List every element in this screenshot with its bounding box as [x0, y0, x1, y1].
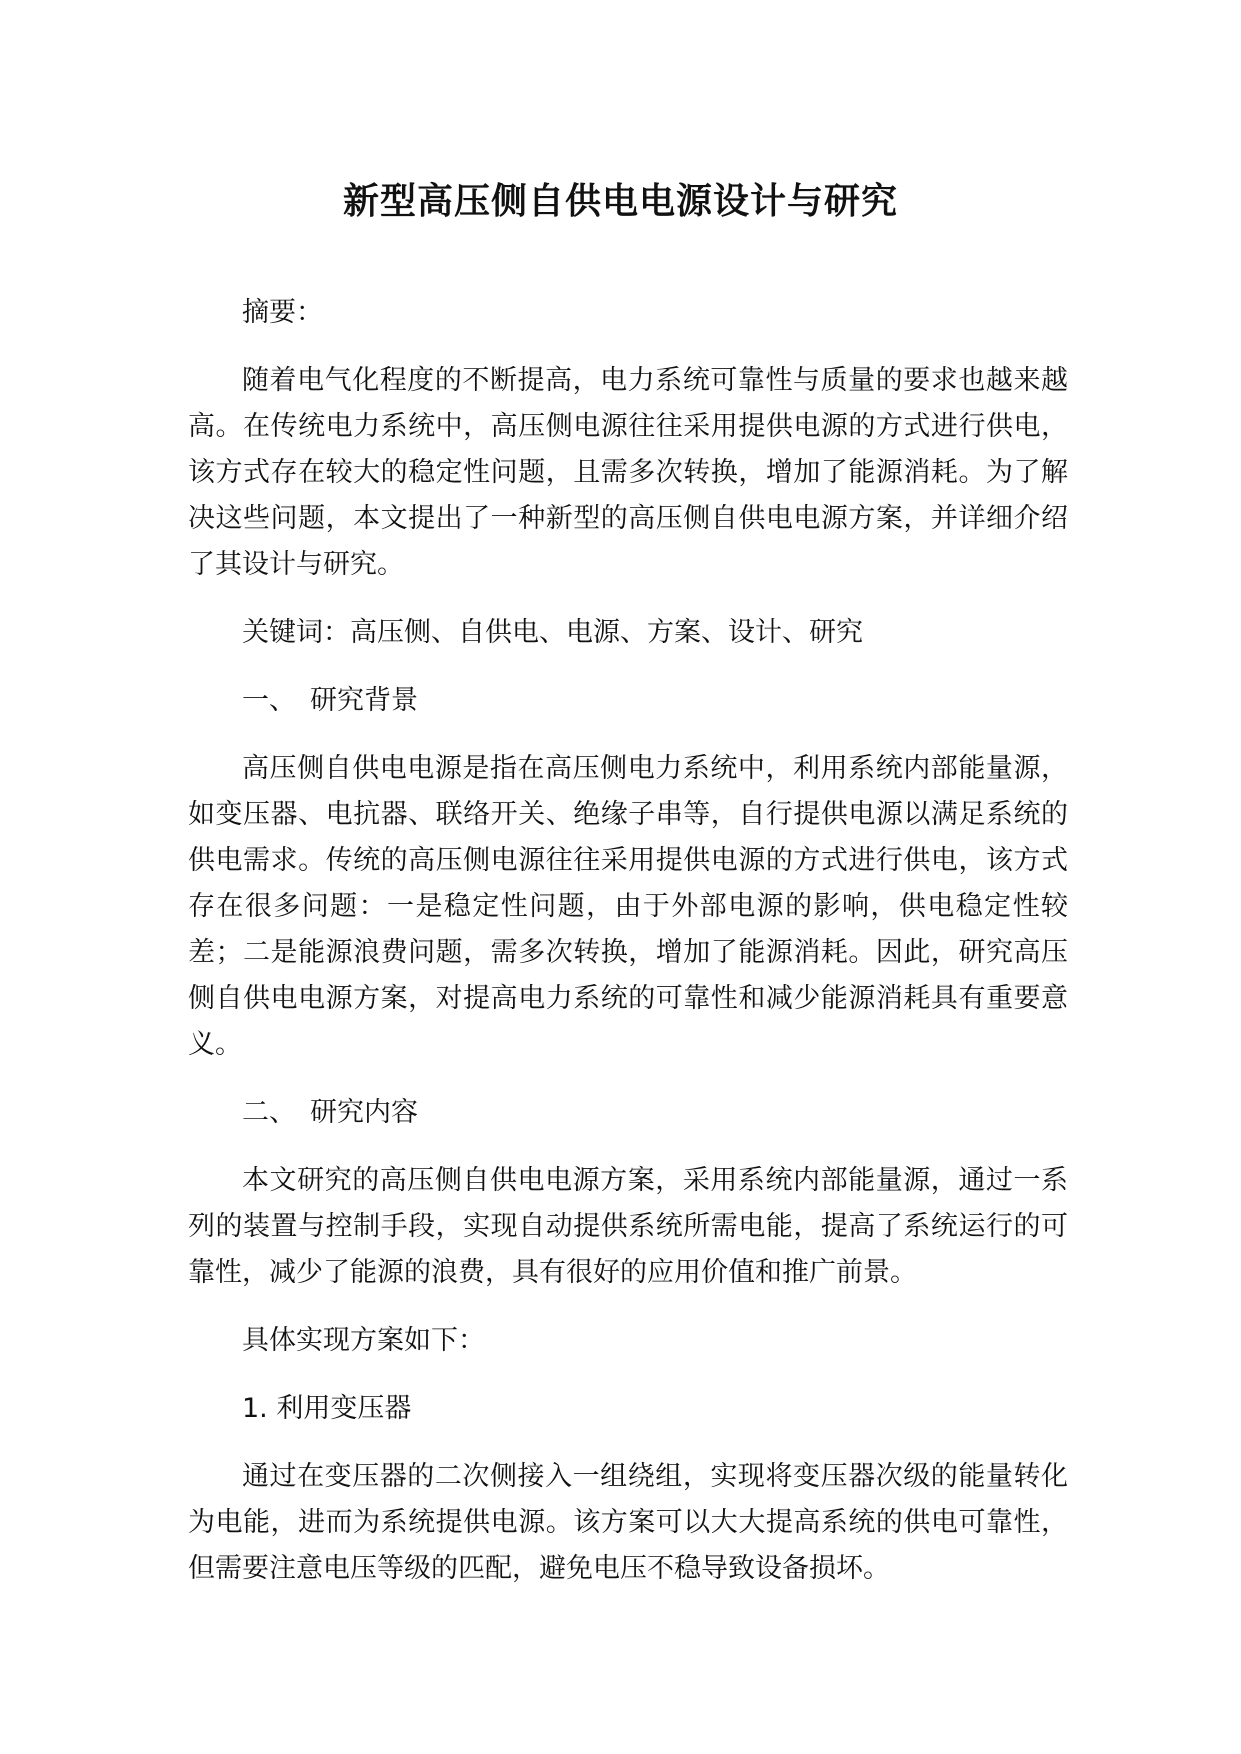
list-item-title: 1. 利用变压器 — [242, 1393, 412, 1424]
abstract-label: 摘要： — [242, 297, 323, 328]
section-number: 二、 — [242, 1097, 296, 1128]
section-heading-background — [188, 678, 1068, 724]
section-heading-content — [188, 1090, 1068, 1136]
section-title: 研究背景 — [310, 685, 418, 716]
document-title: 新型高压侧自供电电源设计与研究 — [342, 181, 898, 222]
section-title: 研究内容 — [310, 1097, 418, 1128]
section-number: 一、 — [242, 685, 296, 716]
keywords-line: 关键词：高压侧、自供电、电源、方案、设计、研究 — [242, 617, 863, 648]
list-item-paragraph: 通过在变压器的二次侧接入一组绕组，实现将变压器次级的能量转化为电能，进而为系统提供电源。该方案可以大大提高系统的供电可靠性，但需要注意电压等级的匹配，避免电压不稳导致设备损坏。 — [188, 1461, 1068, 1584]
background-paragraph: 高压侧自供电电源是指在高压侧电力系统中，利用系统内部能量源，如变压器、电抗器、联络开关、绝缘子串等，自行提供电源以满足系统的供电需求。传统的高压侧电源往往采用提供电源的方式进行供电，该方式存在很多问题：一是稳定性问题，由于外部电源的影响，供电稳定性较差；二是能源浪费问题，需多次转换，增加了能源消耗。因此，研究高压侧自供电电源方案，对提高电力系统的可靠性和减少能源消耗具有重要意义。 — [188, 753, 1068, 1060]
implementation-intro: 具体实现方案如下： — [242, 1325, 485, 1356]
document-body — [188, 290, 1068, 1614]
abstract-paragraph: 随着电气化程度的不断提高，电力系统可靠性与质量的要求也越来越高。在传统电力系统中，高压侧电源往往采用提供电源的方式进行供电，该方式存在较大的稳定性问题，且需多次转换，增加了能源消耗。为了解决这些问题，本文提出了一种新型的高压侧自供电电源方案，并详细介绍了其设计与研究。 — [188, 365, 1068, 580]
content-paragraph: 本文研究的高压侧自供电电源方案，采用系统内部能量源，通过一系列的装置与控制手段，实现自动提供系统所需电能，提高了系统运行的可靠性，减少了能源的浪费，具有很好的应用价值和推广前景。 — [188, 1165, 1068, 1288]
